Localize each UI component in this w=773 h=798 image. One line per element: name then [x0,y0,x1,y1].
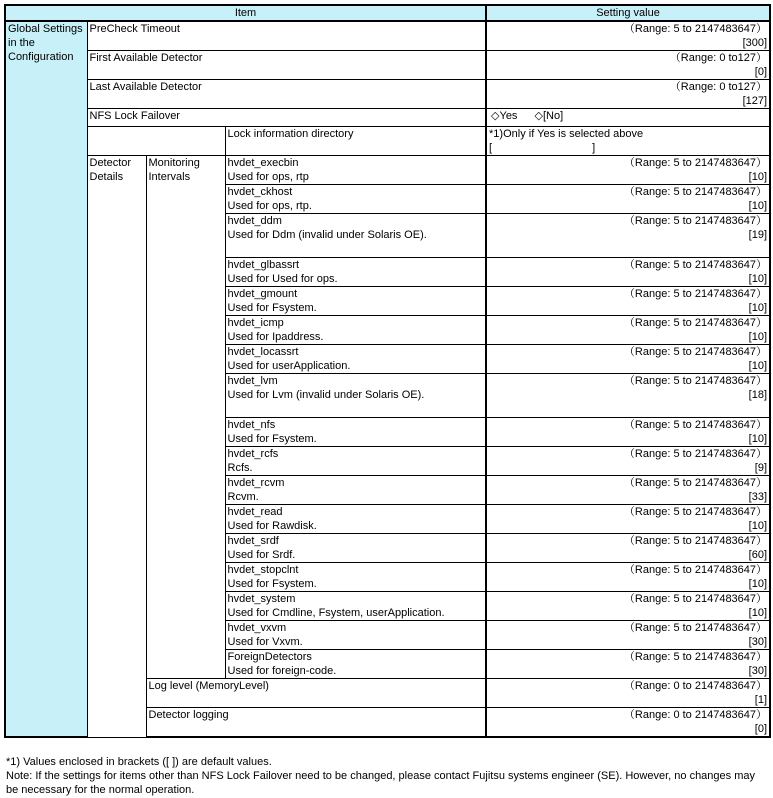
detector-label [225,156,486,185]
lock-dir-field[interactable] [489,141,767,155]
detector-range: （Range: 5 to 2147483647） [623,622,768,634]
detector-range: （Range: 5 to 2147483647） [623,186,768,198]
detector-default: [30] [748,665,768,677]
log-level-value[interactable] [486,679,770,708]
detector-label [225,214,486,258]
setting-column-header: Setting value [486,5,770,21]
detector-name: ForeignDetectors [227,651,312,663]
detector-value[interactable] [486,287,770,316]
detector-default: [10] [748,331,768,343]
last-detector-row [5,80,770,109]
detector-label [225,316,486,345]
detector-default: [10] [748,578,768,590]
first-detector-label: First Available Detector [87,51,486,80]
footnote-defaults: *1) Values enclosed in brackets ([ ]) are default values. [6,756,272,768]
lock-dir-field-open: [ [489,142,493,154]
first-detector-range: （Range: 0 to127） [669,52,768,64]
detector-label [225,418,486,447]
detector-logging-default: [0] [754,723,768,735]
lock-dir-row [5,127,770,156]
detector-label [225,476,486,505]
nfs-no-option[interactable]: ◇[No] [534,110,564,122]
detector-name: hvdet_gmount [227,288,298,300]
detector-logging-label: Detector logging [146,708,486,738]
detector-label [225,534,486,563]
precheck-value[interactable] [486,21,770,51]
detector-logging-value[interactable] [486,708,770,738]
lock-dir-note: *1)Only if Yes is selected above [489,128,644,140]
precheck-default: [300] [742,37,768,49]
detector-value[interactable] [486,650,770,679]
detector-value[interactable] [486,476,770,505]
detector-default: [10] [748,302,768,314]
detector-value[interactable] [486,316,770,345]
detector-value[interactable] [486,447,770,476]
table-header-row [5,5,770,21]
first-detector-value[interactable] [486,51,770,80]
detector-row [5,156,770,185]
nfs-yes-option[interactable]: ◇Yes [491,110,518,122]
first-detector-row [5,51,770,80]
nfs-lock-options [486,109,770,127]
detector-logging-range: （Range: 0 to 2147483647） [623,709,768,721]
detector-desc: Used for Fsystem. [227,433,317,445]
detector-range: （Range: 5 to 2147483647） [623,593,768,605]
settings-table [4,4,771,738]
lock-dir-field-close: ] [592,142,596,154]
detector-default: [60] [748,549,768,561]
detector-label [225,650,486,679]
detector-label [225,258,486,287]
detector-range: （Range: 5 to 2147483647） [623,535,768,547]
detector-label [225,374,486,418]
detector-default: [10] [748,273,768,285]
detector-value[interactable] [486,185,770,214]
detector-label [225,447,486,476]
detector-default: [10] [748,433,768,445]
detector-label [225,287,486,316]
lock-dir-label: Lock information directory [225,127,486,156]
detector-desc: Used for Srdf. [227,549,296,561]
item-column-header: Item [5,5,486,21]
detector-desc: Used for Rawdisk. [227,520,317,532]
footnotes [6,755,768,797]
nfs-lock-row [5,109,770,127]
first-detector-default: [0] [754,66,768,78]
last-detector-value[interactable] [486,80,770,109]
detector-default: [10] [748,200,768,212]
detector-label [225,621,486,650]
log-level-label: Log level (MemoryLevel) [146,679,486,708]
detector-desc: Used for foreign-code. [227,665,337,677]
detector-range: （Range: 5 to 2147483647） [623,477,768,489]
detector-range: （Range: 5 to 2147483647） [623,506,768,518]
detector-label [225,563,486,592]
last-detector-default: [127] [742,95,768,107]
detector-name: hvdet_system [227,593,296,605]
detector-default: [33] [748,491,768,503]
detector-name: hvdet_srdf [227,535,279,547]
detector-name: hvdet_locassrt [227,346,299,358]
detector-default: [10] [748,171,768,183]
category-label: Global Settings in the Configuration [5,21,87,737]
lock-dir-spacer [87,127,225,156]
detector-name: hvdet_rcfs [227,448,279,460]
settings-sheet [4,4,771,738]
detector-range: （Range: 5 to 2147483647） [623,259,768,271]
detector-label [225,505,486,534]
detector-name: hvdet_rcvm [227,477,285,489]
detector-default: [10] [748,360,768,372]
detector-value[interactable] [486,505,770,534]
detector-name: hvdet_execbin [227,157,299,169]
detector-name: hvdet_icmp [227,317,284,329]
detector-value[interactable] [486,418,770,447]
lock-dir-value [486,127,770,156]
detector-default: [9] [754,462,768,474]
detector-label [225,185,486,214]
detector-range: （Range: 5 to 2147483647） [623,288,768,300]
detector-value[interactable] [486,621,770,650]
detector-desc: Used for Used for ops. [227,273,338,285]
detector-default: [30] [748,636,768,648]
detector-desc: Used for Fsystem. [227,302,317,314]
detector-range: （Range: 5 to 2147483647） [623,448,768,460]
detector-label [225,345,486,374]
detector-desc: Used for ops, rtp [227,171,309,183]
precheck-range: （Range: 5 to 2147483647） [623,23,768,35]
last-detector-label: Last Available Detector [87,80,486,109]
detector-value[interactable] [486,563,770,592]
detector-label [225,592,486,621]
log-level-default: [1] [754,694,768,706]
last-detector-range: （Range: 0 to127） [669,81,768,93]
detector-value[interactable] [486,374,770,418]
detector-default: [19] [748,229,768,241]
detector-value[interactable] [486,592,770,621]
precheck-label: PreCheck Timeout [87,21,486,51]
log-level-range: （Range: 0 to 2147483647） [623,680,768,692]
detector-desc: Used for ops, rtp. [227,200,312,212]
detector-default: [10] [748,607,768,619]
detector-name: hvdet_ddm [227,215,282,227]
detector-name: hvdet_vxvm [227,622,287,634]
detector-name: hvdet_stopclnt [227,564,299,576]
detector-name: hvdet_nfs [227,419,276,431]
detector-default: [10] [748,520,768,532]
detector-range: （Range: 5 to 2147483647） [623,564,768,576]
detector-range: （Range: 5 to 2147483647） [623,317,768,329]
nfs-lock-label: NFS Lock Failover [87,109,486,127]
detector-details-label: Detector Details [87,156,146,738]
detector-value[interactable] [486,214,770,258]
monitoring-intervals-label: Monitoring Intervals [146,156,225,679]
detector-name: hvdet_lvm [227,375,278,387]
detector-desc: Used for Cmdline, Fsystem, userApplication. [227,607,445,619]
detector-range: （Range: 5 to 2147483647） [623,157,768,169]
detector-desc: Used for userApplication. [227,360,351,372]
detector-range: （Range: 5 to 2147483647） [623,375,768,387]
precheck-row [5,21,770,51]
detector-desc: Used for Ipaddress. [227,331,324,343]
detector-range: （Range: 5 to 2147483647） [623,419,768,431]
detector-range: （Range: 5 to 2147483647） [623,215,768,227]
detector-range: （Range: 5 to 2147483647） [623,346,768,358]
detector-desc: Used for Ddm (invalid under Solaris OE). [227,229,427,241]
footnote-contact: Note: If the settings for items other than NFS Lock Failover need to be changed, please contact Fujitsu systems engineer (SE). However, no changes may be necessary for the normal operation. [6,770,755,796]
detector-value[interactable] [486,534,770,563]
detector-range: （Range: 5 to 2147483647） [623,651,768,663]
detector-desc: Used for Vxvm. [227,636,303,648]
detector-desc: Used for Lvm (invalid under Solaris OE). [227,389,425,401]
detector-name: hvdet_read [227,506,283,518]
detector-name: hvdet_ckhost [227,186,293,198]
detector-value[interactable] [486,156,770,185]
detector-value[interactable] [486,258,770,287]
detector-default: [18] [748,389,768,401]
detector-value[interactable] [486,345,770,374]
detector-desc: Used for Fsystem. [227,578,317,590]
detector-desc: Rcvm. [227,491,259,503]
detector-name: hvdet_glbassrt [227,259,300,271]
detector-desc: Rcfs. [227,462,253,474]
